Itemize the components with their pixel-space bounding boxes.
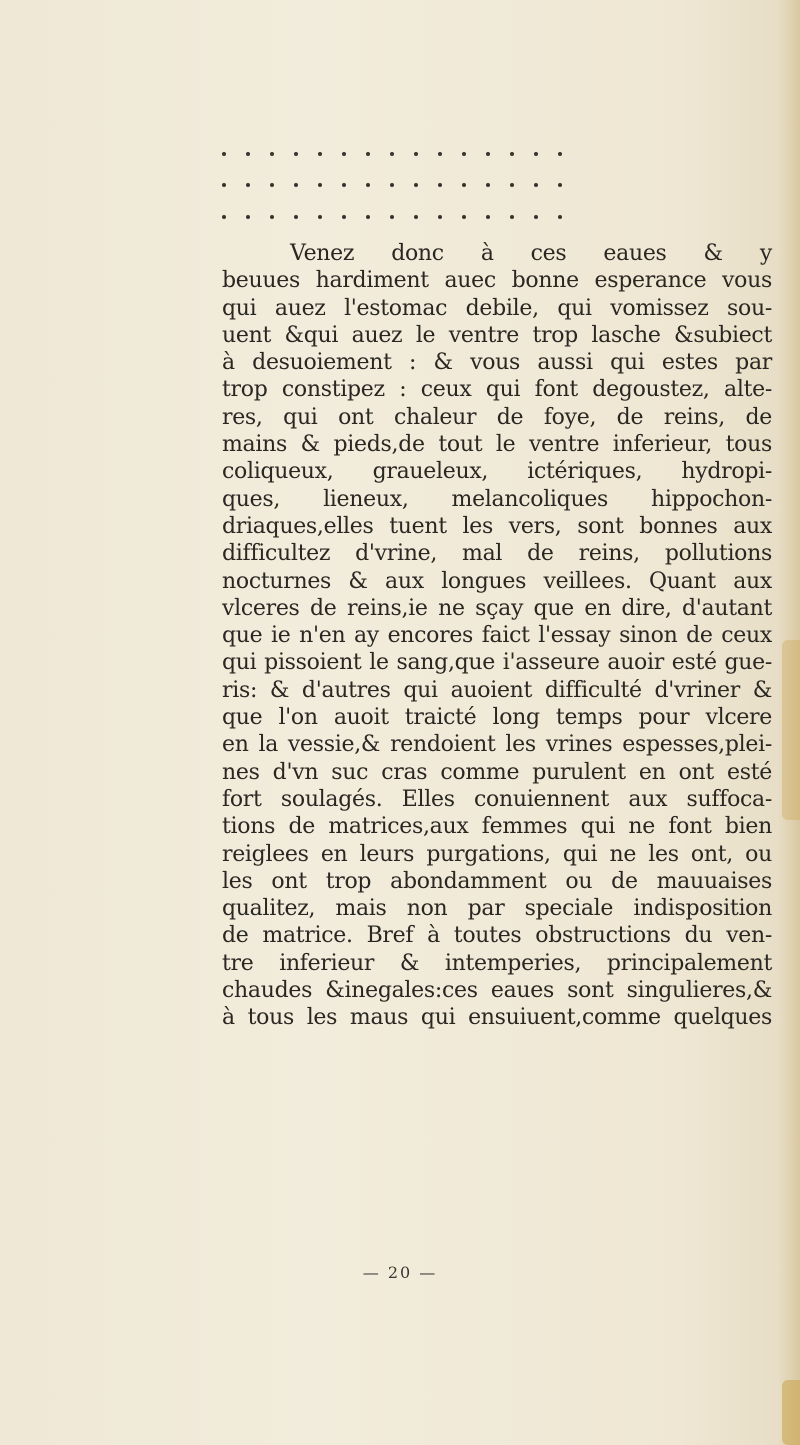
text-line: mains & pieds,de tout le ventre inferieur, tous [222,432,772,458]
text-line: tions de matrices,aux femmes qui ne font bien [222,814,772,840]
text-line: vlceres de reins,ie ne sçay que en dire, d'autant [222,595,772,621]
text-line: ques, lieneux, melancoliques hippochon- [222,486,772,512]
text-line: nocturnes & aux longues veillees. Quant aux [222,568,772,594]
text-line: coliqueux, graueleux, ictériques, hydropi- [222,459,772,485]
text-line: tre inferieur & intemperies, principalement [222,950,772,976]
text-line: ris: & d'autres qui auoient difficulté d'vriner & [222,677,772,703]
edge-stain [782,640,800,820]
ellipsis-row [222,183,562,189]
edge-stain [782,1380,800,1445]
text-line: fort soulagés. Elles conuiennent aux suffoca- [222,786,772,812]
text-line: res, qui ont chaleur de foye, de reins, de [222,404,772,430]
page-number: — 20 — [362,1263,438,1282]
text-line: Venez donc à ces eaues & y [290,241,772,266]
text-line: beuues hardiment auec bonne esperance vous [222,268,772,294]
text-line: qui pissoient le sang,que i'asseure auoir esté gue- [222,650,772,676]
text-line: en la vessie,& rendoient les vrines espesses,plei- [222,732,772,758]
text-line: chaudes &inegales:ces eaues sont singulieres,& [222,978,772,1004]
text-line: que ie n'en ay encores faict l'essay sinon de ceux [222,623,772,649]
ellipsis-row [222,215,562,221]
text-line: les ont trop abondamment ou de mauuaises [222,868,772,894]
body-text [222,240,772,1032]
text-line: qui auez l'estomac debile, qui vomissez sou- [222,295,772,321]
text-line: de matrice. Bref à toutes obstructions du ven- [222,923,772,949]
text-line: uent &qui auez le ventre trop lasche &subiect [222,322,772,348]
text-line: driaques,elles tuent les vers, sont bonnes aux [222,513,772,539]
text-line: que l'on auoit traicté long temps pour vlcere [222,705,772,731]
text-line: à desuoiement : & vous aussi qui estes par [222,350,772,376]
text-line: qualitez, mais non par speciale indisposition [222,896,772,922]
text-line: trop constipez : ceux qui font degoustez, alte- [222,377,772,403]
ellipsis-row [222,152,562,158]
text-line: reiglees en leurs purgations, qui ne les ont, ou [222,841,772,867]
text-line: difficultez d'vrine, mal de reins, pollutions [222,541,772,567]
text-line: à tous les maus qui ensuiuent,comme quelques [222,1005,772,1031]
text-line: nes d'vn suc cras comme purulent en ont esté [222,759,772,785]
